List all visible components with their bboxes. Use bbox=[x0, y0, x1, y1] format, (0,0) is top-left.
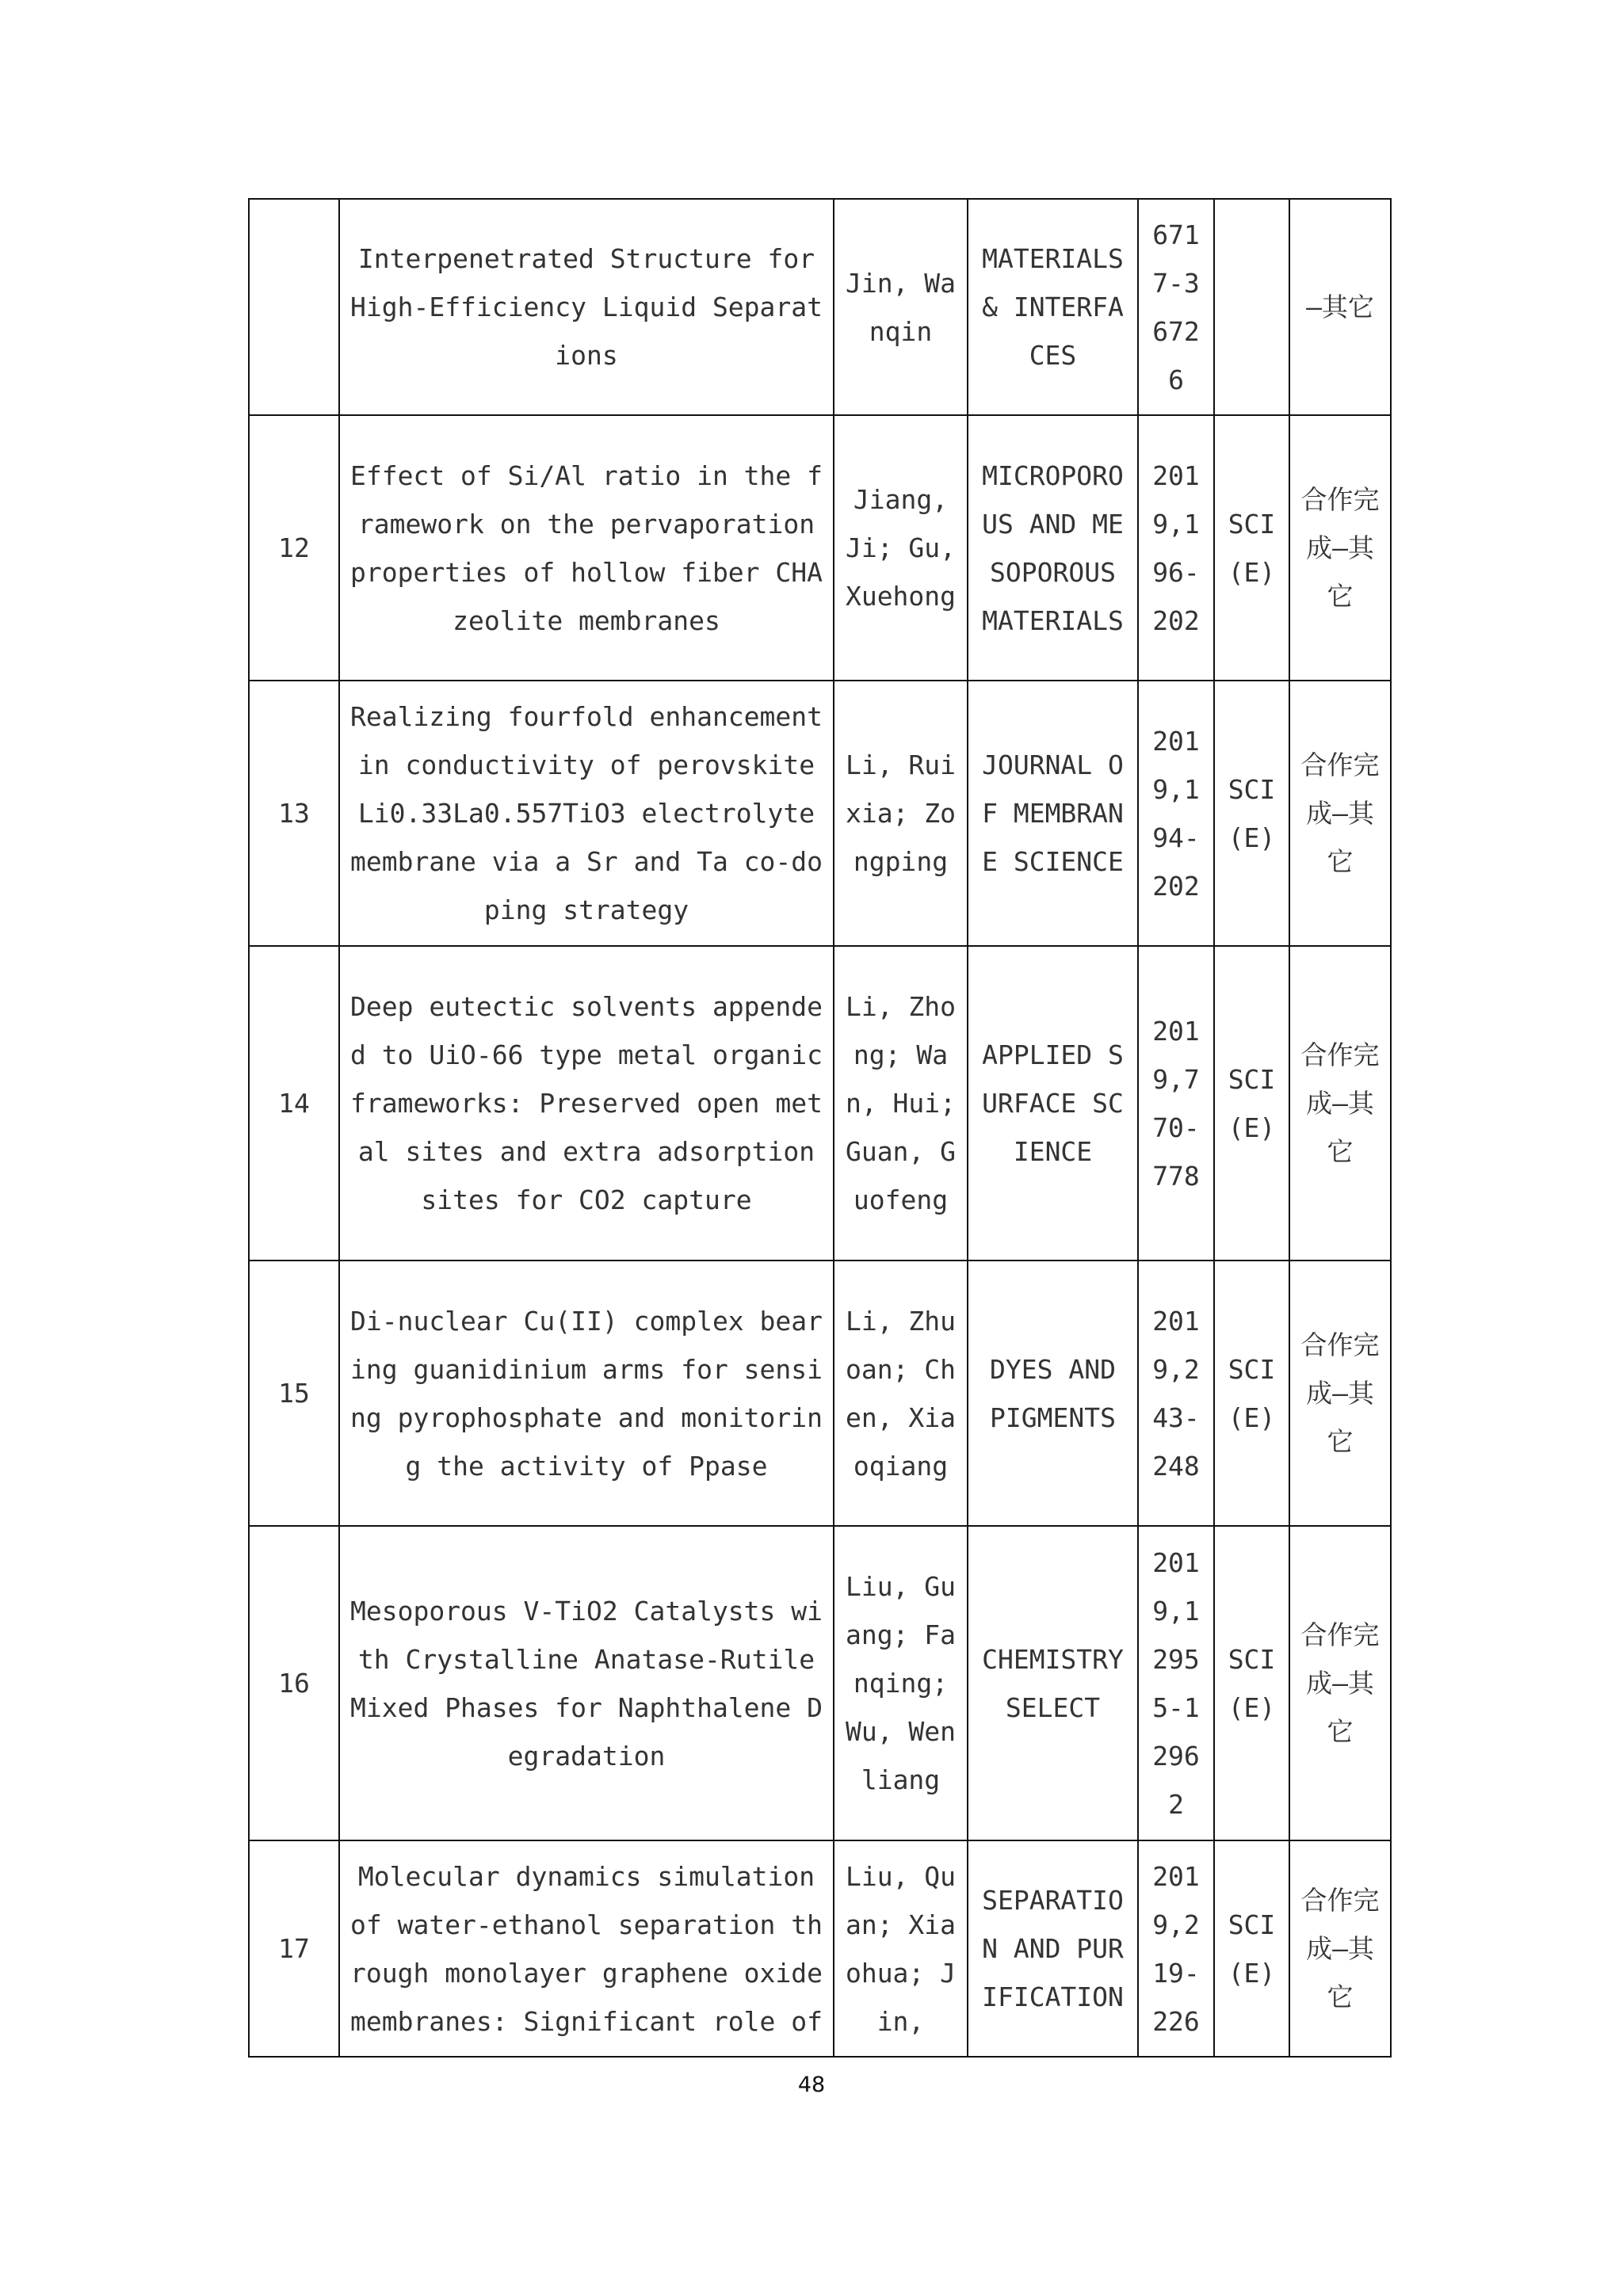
index-type-cell: SCI(E) bbox=[1214, 946, 1289, 1261]
table-row bbox=[249, 946, 1391, 1261]
index-type-cell: SCI(E) bbox=[1214, 1840, 1289, 2057]
paper-title: Effect of Si/Al ratio in the framework on the pervaporation properties of hollow fiber CHA zeolite membranes bbox=[339, 415, 834, 681]
year-pages-cell: 6717-36726 bbox=[1138, 199, 1214, 415]
table-row bbox=[249, 1840, 1391, 2057]
paper-title: Mesoporous V-TiO2 Catalysts with Crystalline Anatase-Rutile Mixed Phases for Naphthalene Degradation bbox=[339, 1526, 834, 1840]
row-index: 16 bbox=[249, 1526, 339, 1840]
row-index: 15 bbox=[249, 1261, 339, 1526]
table-row bbox=[249, 1261, 1391, 1526]
note-cell: —其它 bbox=[1289, 199, 1391, 415]
year-pages-cell: 2019,12955-12962 bbox=[1138, 1526, 1214, 1840]
journal-cell: CHEMISTRY SELECT bbox=[968, 1526, 1138, 1840]
authors-cell: Jin, Wanqin bbox=[834, 199, 968, 415]
authors-cell: Li, Zhong; Wan, Hui; Guan, Guofeng bbox=[834, 946, 968, 1261]
year-pages-cell: 2019,196-202 bbox=[1138, 415, 1214, 681]
year-pages-cell: 2019,243-248 bbox=[1138, 1261, 1214, 1526]
table-row bbox=[249, 415, 1391, 681]
note-cell: 合作完成—其它 bbox=[1289, 1261, 1391, 1526]
table-row bbox=[249, 1526, 1391, 1840]
note-cell: 合作完成—其它 bbox=[1289, 1526, 1391, 1840]
year-pages-cell: 2019,219-226 bbox=[1138, 1840, 1214, 2057]
row-index: 13 bbox=[249, 681, 339, 946]
paper-title: Di-nuclear Cu(II) complex bearing guanidinium arms for sensing pyrophosphate and monitoring the activity of Ppase bbox=[339, 1261, 834, 1526]
page-number: 48 bbox=[797, 2073, 826, 2097]
paper-title: Interpenetrated Structure for High-Efficiency Liquid Separations bbox=[339, 199, 834, 415]
year-pages-cell: 2019,194-202 bbox=[1138, 681, 1214, 946]
paper-title: Deep eutectic solvents appended to UiO-66 type metal organic frameworks: Preserved open metal sites and extra adsorption sites for CO2 capture bbox=[339, 946, 834, 1261]
note-cell: 合作完成—其它 bbox=[1289, 415, 1391, 681]
index-type-cell: SCI(E) bbox=[1214, 1526, 1289, 1840]
row-index bbox=[249, 199, 339, 415]
index-type-cell: SCI(E) bbox=[1214, 1261, 1289, 1526]
paper-title: Molecular dynamics simulation of water-ethanol separation through monolayer graphene oxide membranes: Significant role of bbox=[339, 1840, 834, 2057]
journal-cell: JOURNAL OF MEMBRANE SCIENCE bbox=[968, 681, 1138, 946]
authors-cell: Li, Ruixia; Zongping bbox=[834, 681, 968, 946]
journal-cell: MICROPOROUS AND MESOPOROUS MATERIALS bbox=[968, 415, 1138, 681]
table-row bbox=[249, 681, 1391, 946]
authors-cell: Jiang, Ji; Gu, Xuehong bbox=[834, 415, 968, 681]
note-cell: 合作完成—其它 bbox=[1289, 681, 1391, 946]
journal-cell: MATERIALS & INTERFACES bbox=[968, 199, 1138, 415]
authors-cell: Liu, Guang; Fanqing; Wu, Wenliang bbox=[834, 1526, 968, 1840]
year-pages-cell: 2019,770-778 bbox=[1138, 946, 1214, 1261]
publication-table bbox=[248, 198, 1392, 2058]
journal-cell: SEPARATION AND PURIFICATION bbox=[968, 1840, 1138, 2057]
authors-cell: Li, Zhuoan; Chen, Xiaoqiang bbox=[834, 1261, 968, 1526]
authors-cell: Liu, Quan; Xiaohua; Jin, bbox=[834, 1840, 968, 2057]
row-index: 14 bbox=[249, 946, 339, 1261]
table-row bbox=[249, 199, 1391, 415]
note-cell: 合作完成—其它 bbox=[1289, 1840, 1391, 2057]
note-cell: 合作完成—其它 bbox=[1289, 946, 1391, 1261]
paper-title: Realizing fourfold enhancement in conductivity of perovskite Li0.33La0.557TiO3 electrolyte membrane via a Sr and Ta co-doping strategy bbox=[339, 681, 834, 946]
row-index: 12 bbox=[249, 415, 339, 681]
journal-cell: APPLIED SURFACE SCIENCE bbox=[968, 946, 1138, 1261]
index-type-cell: SCI(E) bbox=[1214, 681, 1289, 946]
journal-cell: DYES AND PIGMENTS bbox=[968, 1261, 1138, 1526]
row-index: 17 bbox=[249, 1840, 339, 2057]
index-type-cell: SCI(E) bbox=[1214, 415, 1289, 681]
index-type-cell bbox=[1214, 199, 1289, 415]
